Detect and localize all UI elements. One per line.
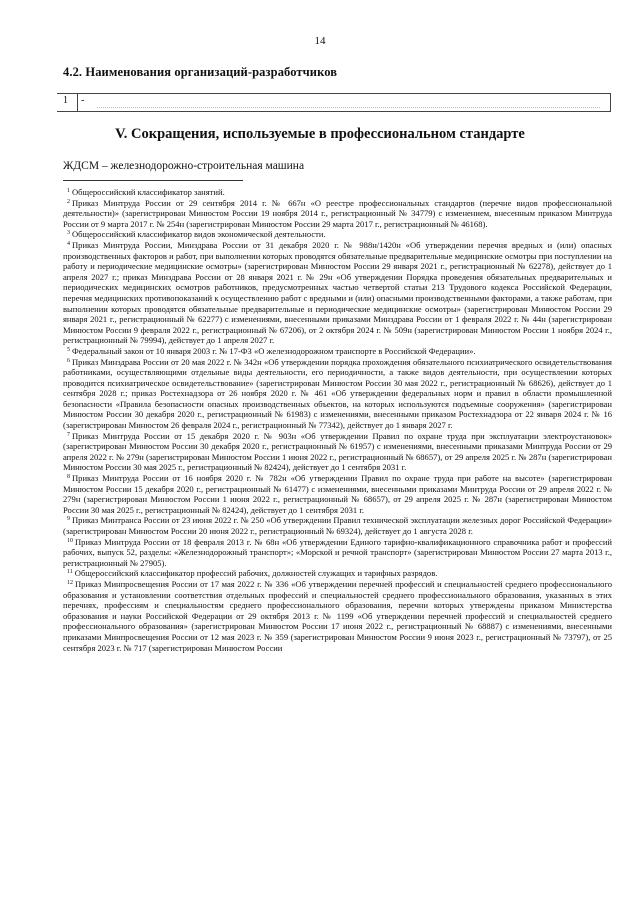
footnotes-list [63,187,612,653]
footnote-item [63,515,612,536]
section-heading-organizations: 4.2. Наименования организаций-разработчиков [63,65,338,79]
table-cell-organization-name: - [81,95,85,106]
footnote-item [63,240,612,346]
table-fill-line [97,107,600,108]
footnote-number: 11 [67,569,73,576]
footnote-text: Приказ Минздрава России от 20 мая 2022 г. № 342н «Об утверждении порядка прохождения обязательного психиатрического освидетельствования работниками, осуществляющими отдельные виды деятельности, его периодичности, а также видов деятельности, при осуществлении которых проводится психиатрическое освидетельствование» (зарегистрирован Минюстом России 30 мая 2022 г., регистрационный № 68626), действует до 1 сентября 2028 г.; приказ Ростехнадзора от 26 ноября 2020 г. № 461 «Об утверждении федеральных норм и правил в области промышленной безопасности «Правила безопасности опасных производственных объектов, на которых используются подъемные сооружения» (зарегистрирован Минюстом России 30 декабря 2020 г., регистрационный № 61983) с изменениями, внесенными приказом Ростехнадзора от 22 января 2024 г. № 16 (зарегистрирован Минюстом 26 февраля 2024 г., регистрационный № 77342), действует до 1 января 2027 г. [63,356,612,431]
footnote-number: 8 [67,474,70,481]
footnote-item [63,579,612,653]
footnote-text: Приказ Минтруда России от 15 декабря 2020 г. № 903н «Об утверждении Правил по охране труда при эксплуатации электроустановок» (зарегистрирован Минюстом России 30 декабря 2020 г., регистрационный № 61957) с изменениями, внесенными приказами Минтруда России от 29 апреля 2022 г. № 279н (зарегистрирован Минюстом России 1 июня 2022 г., регистрационный № 68657), от 29 апреля 2025 г. № 287н (зарегистрирован Минюстом России 30 мая 2025 г., регистрационный № 82424), действует до 1 сентября 2031 г. [63,430,612,473]
footnote-number: 2 [67,198,70,205]
footnote-text: Общероссийский классификатор профессий рабочих, должностей служащих и тарифных разрядов. [74,568,438,579]
footnote-separator [63,180,243,181]
footnote-number: 9 [67,516,70,523]
footnote-text: Федеральный закон от 10 января 2003 г. № 17-ФЗ «О железнодорожном транспорте в Российской Федерации». [72,345,476,356]
footnote-item [63,431,612,473]
footnote-number: 10 [67,537,73,544]
footnote-number: 7 [67,431,70,438]
footnote-text: Общероссийский классификатор видов экономической деятельности. [72,229,326,240]
footnote-number: 1 [67,188,70,194]
table-column-divider [77,93,78,112]
table-cell-number: 1 [63,95,68,106]
footnote-number: 4 [67,240,70,247]
footnote-number: 3 [67,230,70,237]
abbreviations-heading: V. Сокращения, используемые в профессиональном стандарте [115,126,525,142]
footnote-text: Приказ Минтруда России от 18 февраля 2013 г. № 68н «Об утверждении Единого тарифно-квалификационного справочника работ и профессий рабочих, выпуск 52, разделы: «Железнодорожный транспорт»; «Морской и речной транспорт» (зарегистрирован Минюстом России 27 марта 2013 г., регистрационный № 27905). [63,536,612,568]
footnote-number: 5 [67,346,70,353]
footnote-item [63,198,612,230]
footnote-item [63,229,612,240]
footnote-item [63,537,612,569]
abbreviation-entry: ЖДСМ – железнодорожно-строительная машина [63,160,305,172]
footnote-text: Приказ Минпросвещения России от 17 мая 2022 г. № 336 «Об утверждении перечней профессий и специальностей среднего профессионального образования и установлении соответствия отдельных профессий и специальностей среднего профессионального образования, указанных в этих перечнях, профессиям и специальностям среднего профессионального образования, перечни которых утверждены приказом Министерства образования и науки Российской Федерации от 29 октября 2013 г. № 1199 «Об утверждении перечней профессий и специальностей среднего профессионального образования» (зарегистрирован Минюстом России 17 июня 2022 г., регистрационный № 68887) с изменениями, внесенными приказами Минпросвещения России от 12 мая 2023 г. № 359 (зарегистрирован Минюстом России 9 июня 2023 г., регистрационный № 73797), от 25 сентября 2023 г. № 717 (зарегистрирован Минюстом России [63,578,612,653]
footnote-text: Приказ Минтруда России от 29 сентября 2014 г. № 667н «О реестре профессиональных стандартов (перечне видов профессиональной деятельности)» (зарегистрирован Минюстом России 19 ноября 2014 г., регистрационный № 34779) с изменением, внесенным приказом Минтруда России от 9 марта 2017 г. № 254н (зарегистрирован Минюстом России 29 марта 2017 г., регистрационный № 46168). [63,197,612,229]
footnote-item [63,568,612,579]
footnote-text: Приказ Минтруда России, Минздрава России от 31 декабря 2020 г. № 988н/1420н «Об утверждении перечня вредных и (или) опасных производственных факторов и работ, при выполнении которых проводятся обязательные предварительные медицинские осмотры при поступлении на работу и периодические медицинские осмотры» (зарегистрирован Минюстом России 29 января 2021 г., регистрационный № 62278), действует до 1 апреля 2027 г.; приказ Минздрава России от 28 января 2021 г. № 29н «Об утверждении Порядка проведения обязательных предварительных и периодических медицинских осмотров работников, предусмотренных частью четвертой статьи 213 Трудового кодекса Российской Федерации, перечня медицинских противопоказаний к осуществлению работ с вредными и (или) опасными производственными факторами, а также работам, при выполнении которых проводятся обязательные предварительные и периодические медицинские осмотры» (зарегистрирован Минюстом России 29 января 2021 г., регистрационный № 62277) с изменениями, внесенными приказами Минздрава России от 1 февраля 2022 г. № 44н (зарегистрирован Минюстом России 9 февраля 2022 г., регистрационный № 67206), от 2 октября 2024 г. № 509н (зарегистрирован Минюстом России 1 ноября 2024 г., регистрационный № 79994), действует до 1 апреля 2027 г. [63,239,612,346]
footnote-text: Приказ Минтруда России от 16 ноября 2020 г. № 782н «Об утверждении Правил по охране труда при работе на высоте» (зарегистрирован Минюстом России 15 декабря 2020 г., регистрационный № 61477) с изменениями, внесенными приказами Минтруда России от 29 апреля 2022 г. № 279н (зарегистрирован Минюстом России 1 июня 2022 г., регистрационный № 68657), от 29 апреля 2025 г. № 287н (зарегистрирован Минюстом России 30 мая 2025 г., регистрационный № 82424), действует до 1 сентября 2031 г. [63,473,612,515]
footnote-item [63,346,612,357]
footnote-item [63,187,612,198]
organizations-table [57,93,611,112]
page-number: 14 [314,35,326,47]
footnote-text: Приказ Минтранса России от 23 июня 2022 г. № 250 «Об утверждении Правил технической эксплуатации железных дорог Российской Федерации» (зарегистрирован Минюстом России 20 июня 2022 г., регистрационный № 69324), действует до 1 августа 2028 г. [63,515,612,536]
footnote-item [63,357,612,431]
footnote-number: 12 [67,579,73,586]
footnote-text: Общероссийский классификатор занятий. [72,187,225,197]
footnote-number: 6 [67,357,70,364]
footnote-item [63,473,612,515]
